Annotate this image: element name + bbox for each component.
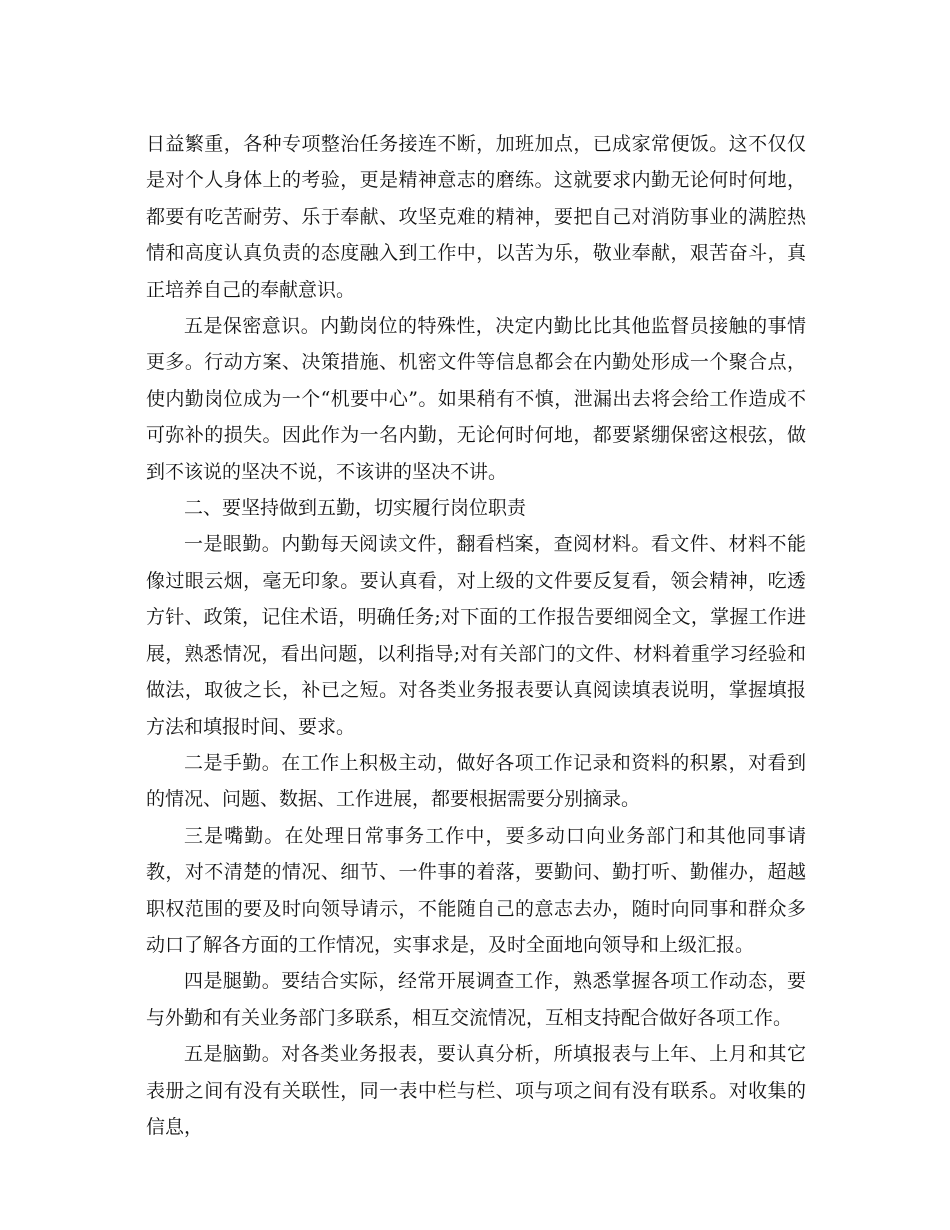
paragraph: 五是脑勤。对各类业务报表，要认真分析，所填报表与上年、上月和其它表册之间有没有关联性，同一表中栏与栏、项与项之间有没有联系。对收集的信息， <box>146 1043 806 1138</box>
section-heading: 二、要坚持做到五勤，切实履行岗位职责 <box>184 497 527 520</box>
document-body <box>146 126 806 1145</box>
paragraph: 日益繁重，各种专项整治任务接连不断，加班加点，已成家常便饭。这不仅仅是对个人身体上的考验，更是精神意志的磨练。这就要求内勤无论何时何地，都要有吃苦耐劳、乐于奉献、攻坚克难的精神，要把自己对消防事业的满腔热情和高度认真负责的态度融入到工作中，以苦为乐，敬业奉献，艰苦奋斗，真正培养自己的奉献意识。 <box>146 133 806 301</box>
paragraph: 四是腿勤。要结合实际，经常开展调查工作，熟悉掌握各项工作动态，要与外勤和有关业务部门多联系，相互交流情况，互相支持配合做好各项工作。 <box>146 970 806 1029</box>
paragraph: 二是手勤。在工作上积极主动，做好各项工作记录和资料的积累，对看到的情况、问题、数据、工作进展，都要根据需要分别摘录。 <box>146 751 806 811</box>
paragraph: 五是保密意识。内勤岗位的特殊性，决定内勤比比其他监督员接触的事情更多。行动方案、决策措施、机密文件等信息都会在内勤处形成一个聚合点，使内勤岗位成为一个“机要中心”。如果稍有不慎，泄漏出去将会给工作造成不可弥补的损失。因此作为一名内勤，无论何时何地，都要紧绷保密这根弦，做到不该说的坚决不说，不该讲的坚决不讲。 <box>146 315 806 483</box>
paragraph: 一是眼勤。内勤每天阅读文件，翻看档案，查阅材料。看文件、材料不能像过眼云烟，毫无印象。要认真看，对上级的文件要反复看，领会精神，吃透方针、政策，记住术语，明确任务;对下面的工作报告要细阅全文，掌握工作进展，熟悉情况，看出问题，以利指导;对有关部门的文件、材料着重学习经验和做法，取彼之长，补已之短。对各类业务报表要认真阅读填表说明，掌握填报方法和填报时间、要求。 <box>146 533 806 738</box>
paragraph: 三是嘴勤。在处理日常事务工作中，要多动口向业务部门和其他同事请教，对不清楚的情况、细节、一件事的着落，要勤问、勤打听、勤催办，超越职权范围的要及时向领导请示，不能随自己的意志去办，随时向同事和群众多动口了解各方面的工作情况，实事求是，及时全面地向领导和上级汇报。 <box>146 824 806 956</box>
